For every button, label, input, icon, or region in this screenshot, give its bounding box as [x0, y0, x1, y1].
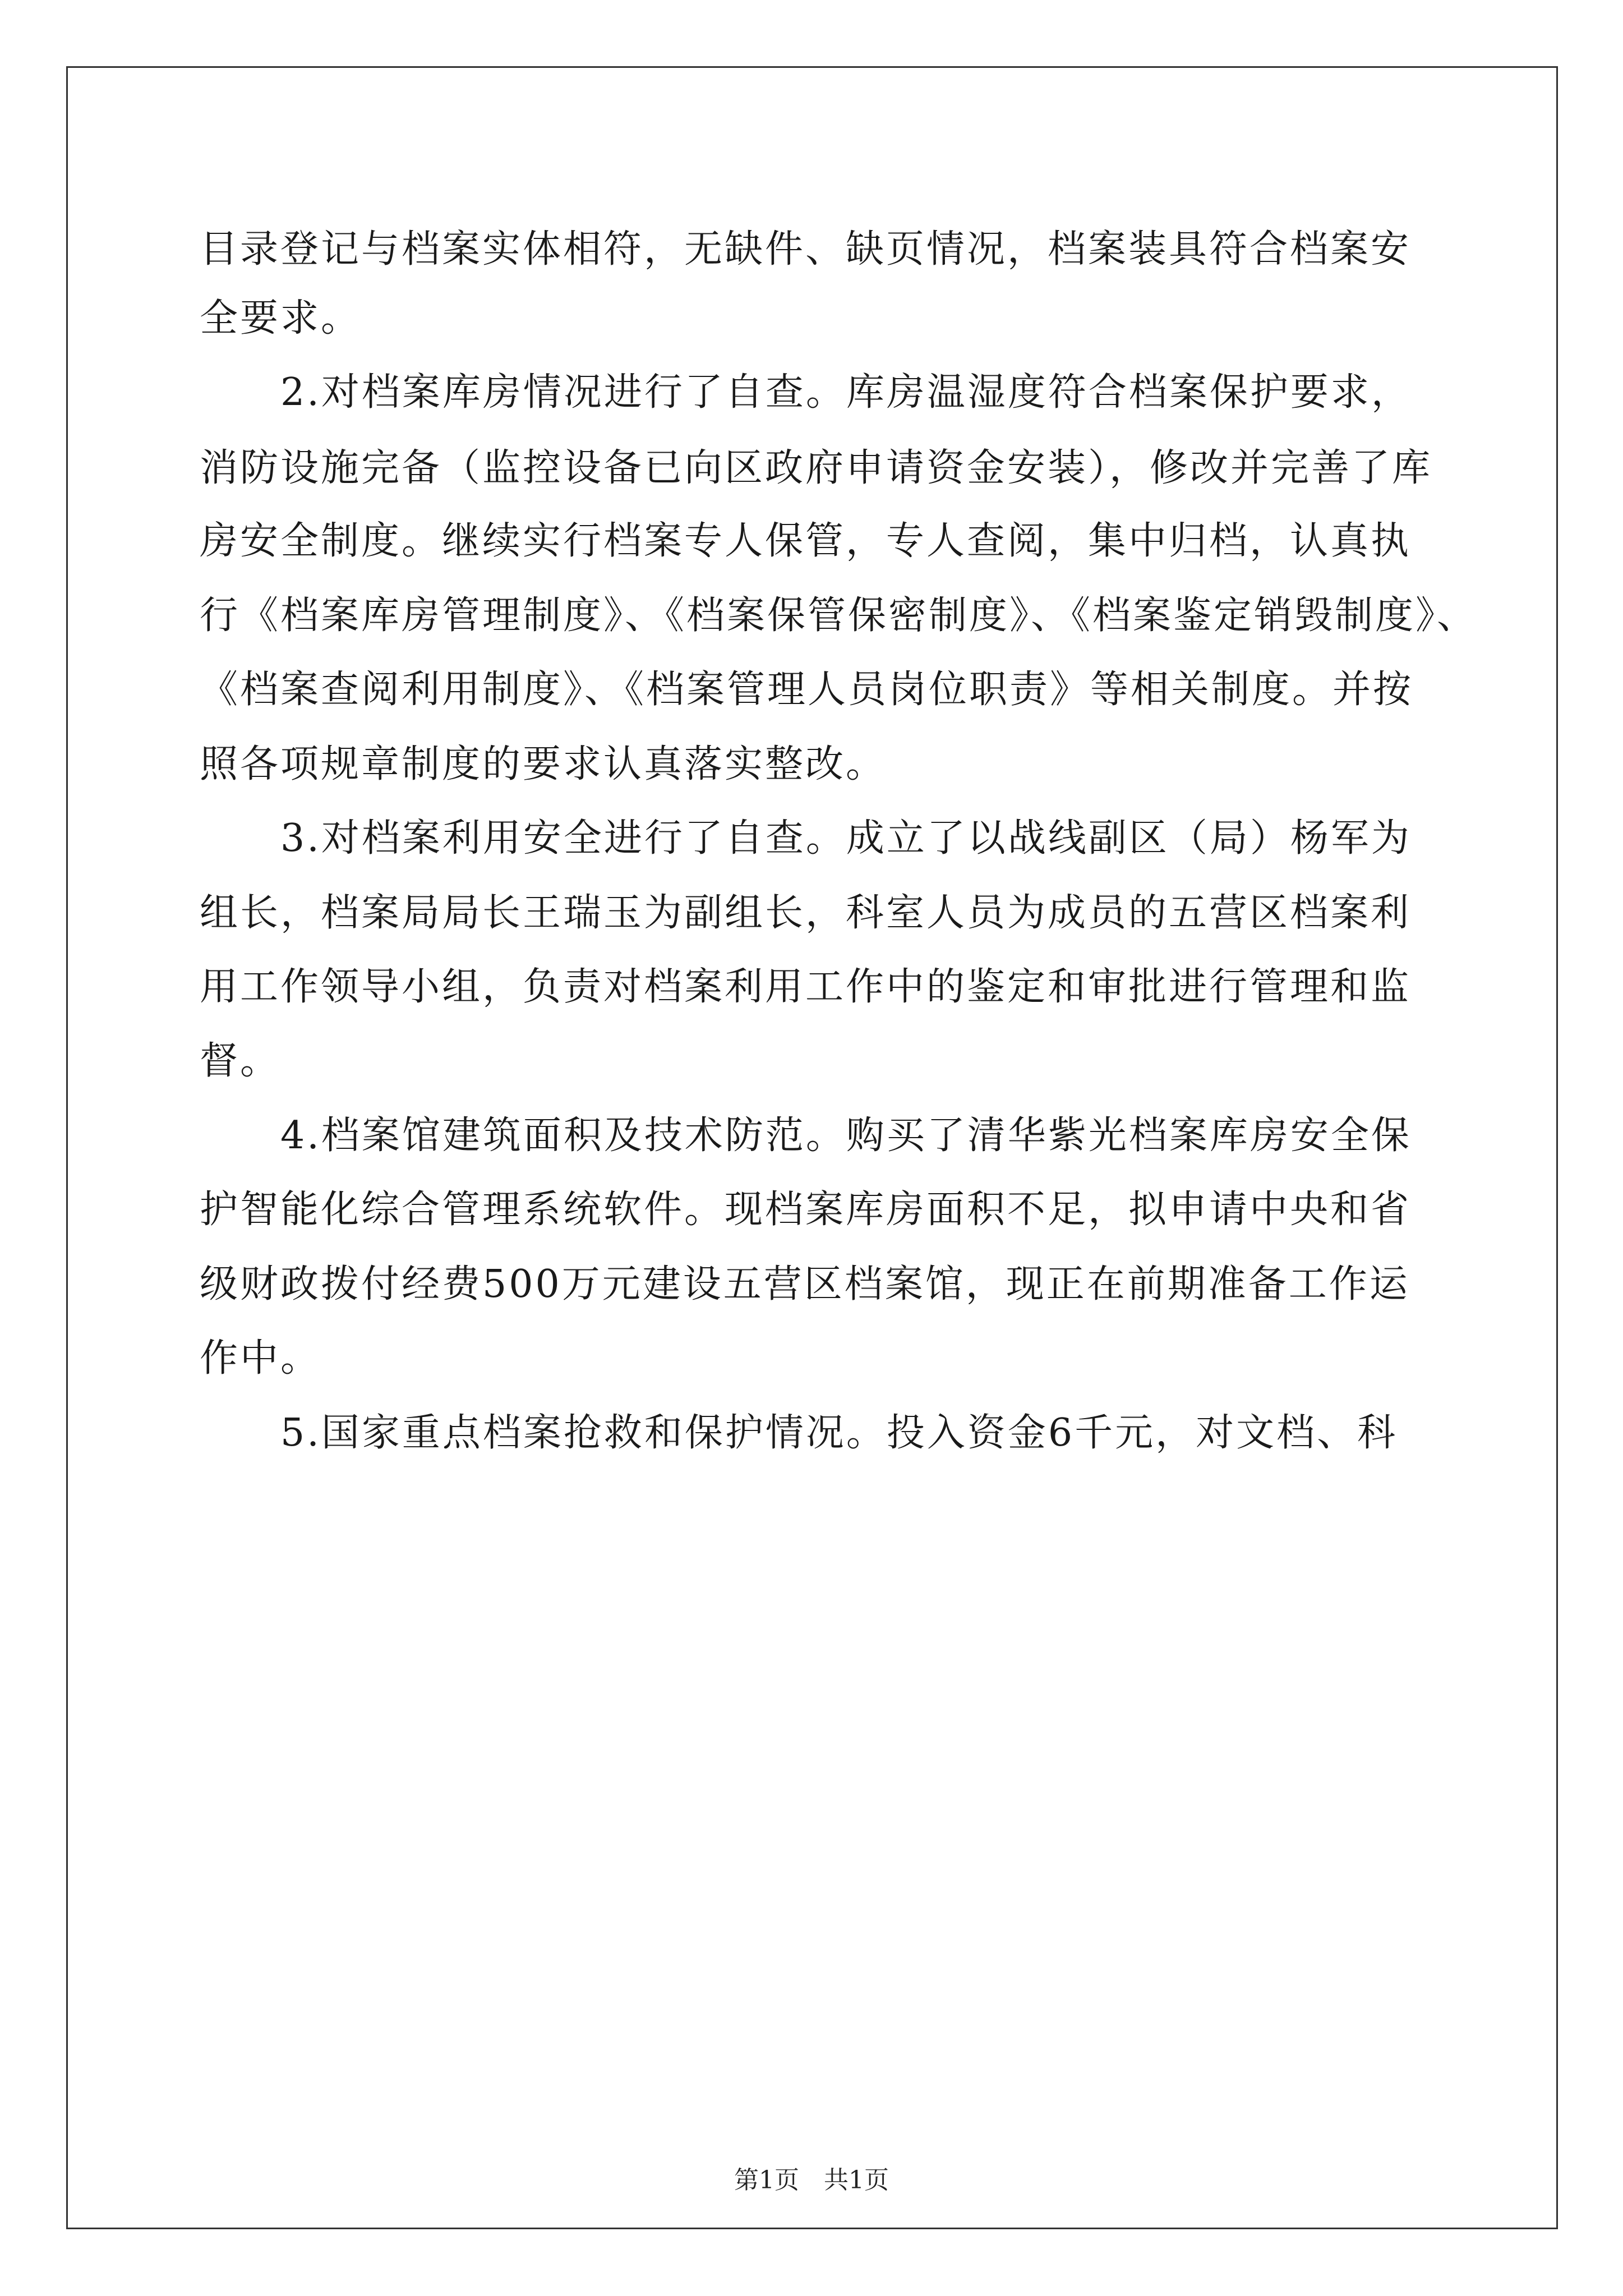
text-line: 用工作领导小组，负责对档案利用工作中的鉴定和审批进行管理和监	[200, 965, 1412, 1009]
text-line: 5.国家重点档案抢救和保护情况。投入资金6千元，对文档、科	[200, 1411, 1398, 1455]
text-line: 《档案查阅利用制度》、《档案管理人员岗位职责》等相关制度。并按	[200, 668, 1414, 712]
text-line: 4.档案馆建筑面积及技术防范。购买了清华紫光档案库房安全保	[200, 1114, 1412, 1158]
text-line: 照各项规章制度的要求认真落实整改。	[200, 742, 887, 786]
text-line: 消防设施完备（监控设备已向区政府申请资金安装），修改并完善了库	[200, 446, 1433, 490]
text-line: 目录登记与档案实体相符，无缺件、缺页情况，档案装具符合档案安	[200, 227, 1412, 272]
text-line: 作中。	[200, 1336, 321, 1381]
text-line: 级财政拨付经费500万元建设五营区档案馆，现正在前期准备工作运	[200, 1262, 1410, 1306]
text-line: 3.对档案利用安全进行了自查。成立了以战线副区（局）杨军为	[200, 816, 1412, 861]
text-line: 房安全制度。继续实行档案专人保管，专人查阅，集中归档，认真执	[200, 519, 1412, 563]
text-line: 组长，档案局局长王瑞玉为副组长，科室人员为成员的五营区档案利	[200, 891, 1412, 935]
page-footer: 第1页 共1页	[734, 2166, 889, 2194]
text-line: 全要求。	[200, 296, 362, 341]
text-line: 行《档案库房管理制度》、《档案保管保密制度》、《档案鉴定销毁制度》、	[200, 593, 1478, 638]
text-line: 护智能化综合管理系统软件。现档案库房面积不足，拟申请中央和省	[200, 1188, 1412, 1232]
text-line: 2.对档案库房情况进行了自查。库房温湿度符合档案保护要求，	[200, 370, 1412, 415]
text-line: 督。	[200, 1039, 281, 1083]
